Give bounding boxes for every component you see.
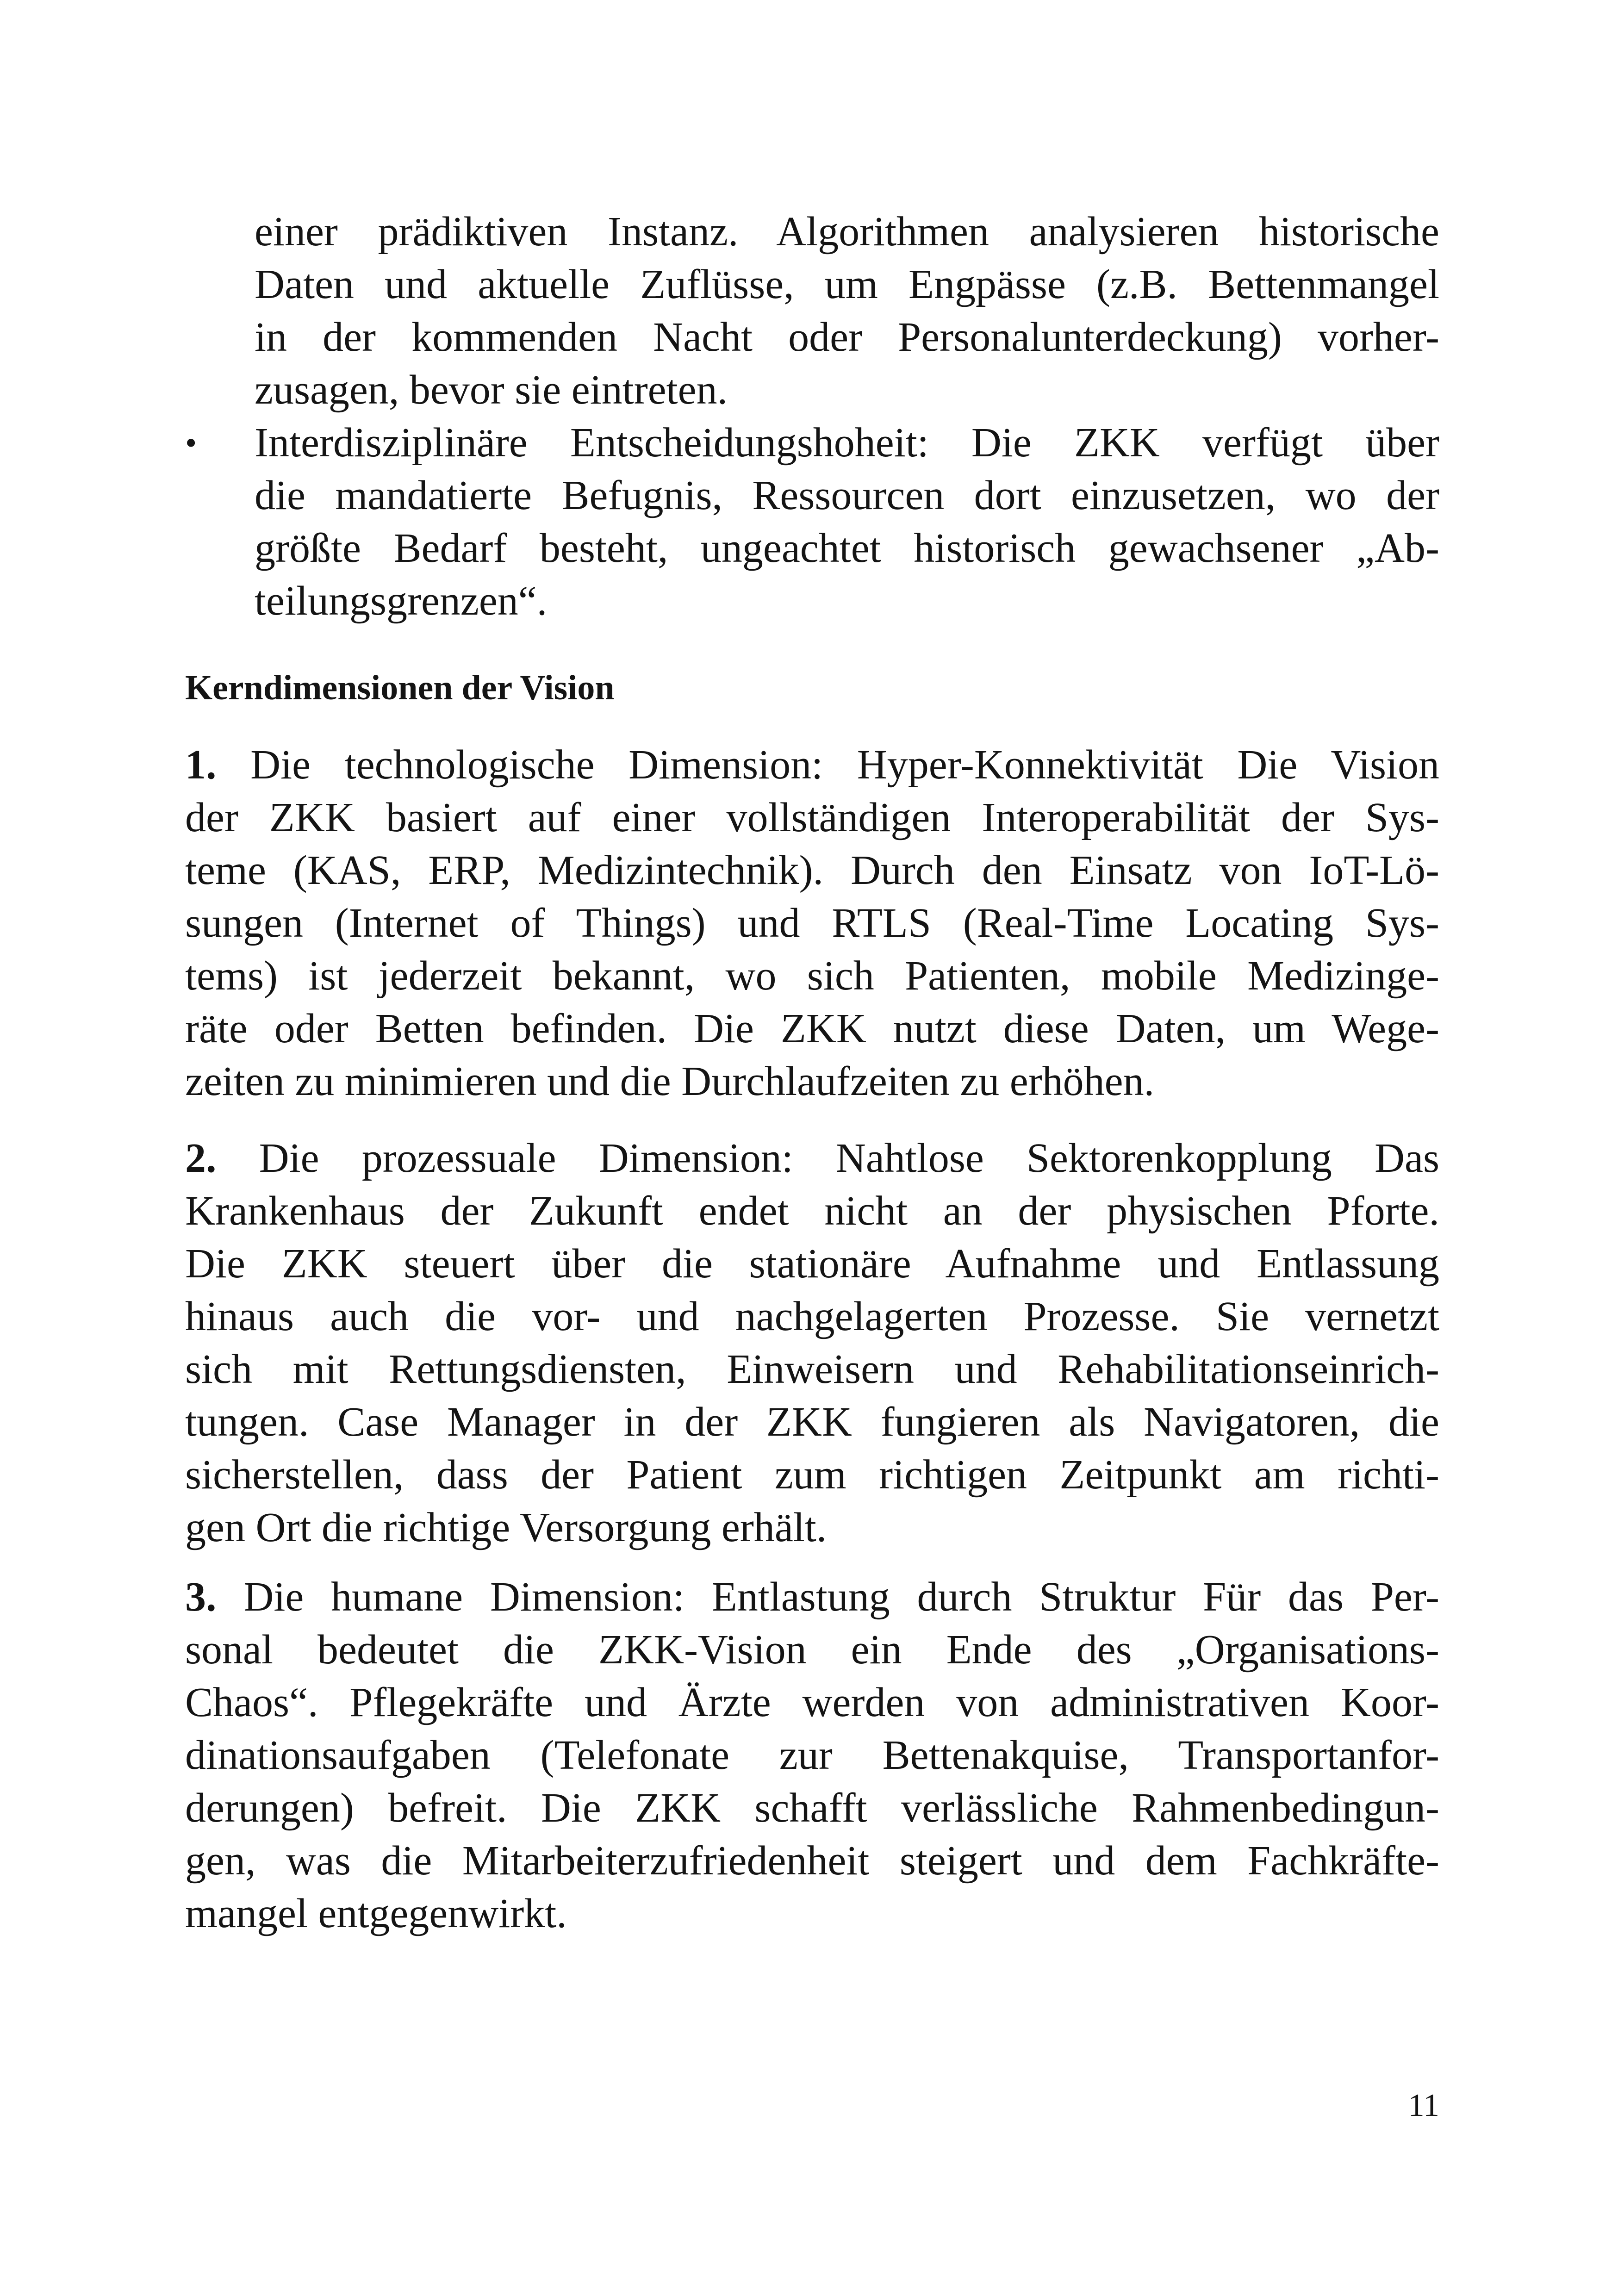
- text-line: einer prädiktiven Instanz. Algorithmen analysieren historische: [255, 209, 1439, 255]
- text-line: sicherstellen, dass der Patient zum richtigen Zeitpunkt am richti-: [185, 1452, 1439, 1498]
- text-line: größte Bedarf besteht, ungeachtet historisch gewachsener „Ab-: [255, 525, 1439, 571]
- text-line: die mandatierte Befugnis, Ressourcen dort einzusetzen, wo der: [255, 473, 1439, 518]
- paragraph-1: [185, 739, 1439, 1108]
- text-line: sungen (Internet of Things) und RTLS (Real-Time Locating Sys-: [185, 900, 1439, 946]
- text-line: mangel entgegenwirkt.: [185, 1891, 567, 1936]
- text-line: hinaus auch die vor- und nachgelagerten Prozesse. Sie vernetzt: [185, 1294, 1439, 1339]
- list-item: [185, 417, 1439, 628]
- text-line: tems) ist jederzeit bekannt, wo sich Patienten, mobile Medizinge-: [185, 953, 1439, 999]
- bullet-list: [185, 417, 1439, 628]
- text-line: gen, was die Mitarbeiterzufriedenheit steigert und dem Fachkräfte-: [185, 1838, 1439, 1884]
- text-line: teilungsgrenzen“.: [255, 578, 548, 624]
- paragraph-number: 2.: [185, 1135, 217, 1181]
- text-line: sich mit Rettungsdiensten, Einweisern und Rehabilitationseinrich-: [185, 1346, 1439, 1392]
- text-line: dinationsaufgaben (Telefonate zur Bettenakquise, Transportanfor-: [185, 1732, 1439, 1778]
- text-line: Krankenhaus der Zukunft endet nicht an der physischen Pforte.: [185, 1188, 1439, 1234]
- text-line: Die technologische Dimension: Hyper-Konnektivität Die Vision: [250, 742, 1439, 788]
- text-line: Die ZKK steuert über die stationäre Aufnahme und Entlassung: [185, 1241, 1439, 1287]
- bullet-icon: •: [185, 424, 197, 461]
- text-line: Die prozessuale Dimension: Nahtlose Sektorenkopplung Das: [259, 1135, 1439, 1181]
- continued-bullet-text: [255, 205, 1439, 417]
- paragraph-2: [185, 1132, 1439, 1554]
- section-heading: Kerndimensionen der Vision: [185, 668, 615, 707]
- paragraph-number: 1.: [185, 742, 217, 788]
- text-line: Die humane Dimension: Entlastung durch Struktur Für das Per-: [243, 1574, 1439, 1620]
- text-line: räte oder Betten befinden. Die ZKK nutzt diese Daten, um Wege-: [185, 1006, 1439, 1052]
- text-line: gen Ort die richtige Versorgung erhält.: [185, 1505, 827, 1550]
- text-line: zusagen, bevor sie eintreten.: [255, 367, 728, 413]
- paragraph-3: [185, 1571, 1439, 1940]
- text-line: Chaos“. Pflegekräfte und Ärzte werden von administrativen Koor-: [185, 1680, 1439, 1725]
- text-line: tungen. Case Manager in der ZKK fungieren als Navigatoren, die: [185, 1399, 1439, 1445]
- text-line: sonal bedeutet die ZKK-Vision ein Ende des „Organisations-: [185, 1627, 1439, 1673]
- text-line: Interdisziplinäre Entscheidungshoheit: Die ZKK verfügt über: [255, 420, 1439, 466]
- page-number: 11: [1408, 2088, 1439, 2123]
- text-line: der ZKK basiert auf einer vollständigen Interoperabilität der Sys-: [185, 795, 1439, 840]
- paragraph-number: 3.: [185, 1574, 217, 1620]
- list-item-text: [255, 417, 1439, 628]
- text-line: zeiten zu minimieren und die Durchlaufzeiten zu erhöhen.: [185, 1058, 1155, 1104]
- text-line: teme (KAS, ERP, Medizintechnik). Durch den Einsatz von IoT-Lö-: [185, 847, 1439, 893]
- text-line: derungen) befreit. Die ZKK schafft verlässliche Rahmenbedingun-: [185, 1785, 1439, 1831]
- text-line: in der kommenden Nacht oder Personalunterdeckung) vorher-: [255, 314, 1439, 360]
- text-line: Daten und aktuelle Zuflüsse, um Engpässe (z.B. Bettenmangel: [255, 261, 1439, 307]
